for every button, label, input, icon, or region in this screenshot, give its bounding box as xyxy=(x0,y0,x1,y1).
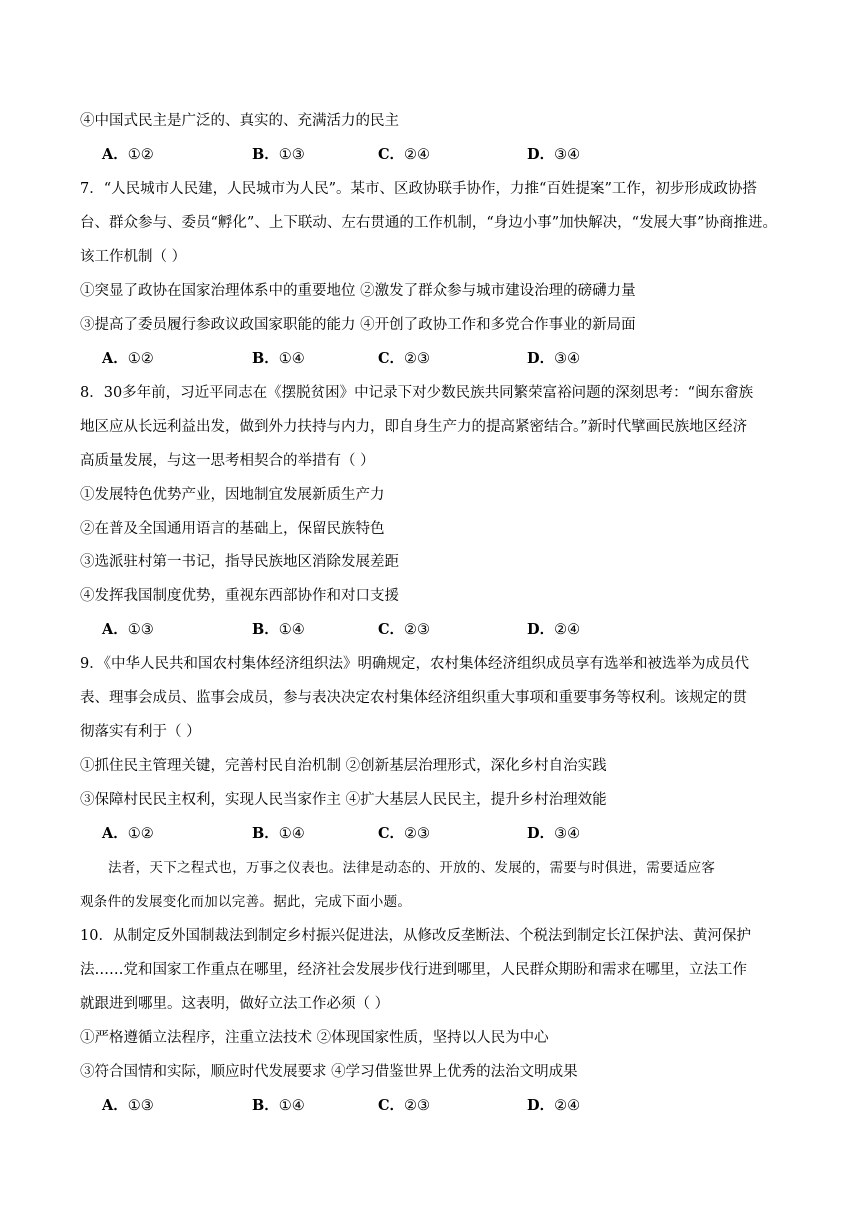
statement-line: ①突显了政协在国家治理体系中的重要地位 ②激发了群众参与城市建设治理的磅礴力量 xyxy=(80,283,636,299)
option-d: D．②④ xyxy=(527,621,581,638)
option-d: D．③④ xyxy=(527,825,581,842)
statement-line: ③选派驻村第一书记，指导民族地区消除发展差距 xyxy=(80,554,399,570)
question-8-stem: 8．30多年前，习近平同志在《摆脱贫困》中记录下对少数民族共同繁荣富裕问题的深刻思考：“闽东畲族 xyxy=(80,385,754,401)
option-c: C．②④ xyxy=(378,146,431,163)
option-b: B．①④ xyxy=(252,350,305,367)
answer-options xyxy=(102,1096,802,1116)
option-b: B．①④ xyxy=(252,825,305,842)
statement-line: ④中国式民主是广泛的、真实的、充满活力的民主 xyxy=(80,113,399,129)
statement-line: ③提高了委员履行参政议政国家职能的能力 ④开创了政协工作和多党合作事业的新局面 xyxy=(80,317,636,333)
statement-line: ④发挥我国制度优势，重视东西部协作和对口支援 xyxy=(80,588,399,604)
option-d: D．③④ xyxy=(527,350,581,367)
option-a: A．①② xyxy=(102,146,154,163)
material-passage: 法者，天下之程式也，万事之仪表也。法律是动态的、开放的、发展的，需要与时俱进，需要适应客 xyxy=(108,860,716,876)
option-a: A．①③ xyxy=(102,1097,154,1114)
question-9-stem: 彻落实有利于（ ） xyxy=(80,724,201,740)
option-c: C．②③ xyxy=(378,1097,431,1114)
option-b: B．①④ xyxy=(252,1097,305,1114)
option-a: A．①② xyxy=(102,350,154,367)
statement-line: ①抓住民主管理关键，完善村民自治机制 ②创新基层治理形式，深化乡村自治实践 xyxy=(80,758,607,774)
question-10-stem: 法……党和国家工作重点在哪里，经济社会发展步伐行进到哪里，人民群众期盼和需求在哪里，立法工作 xyxy=(80,962,747,978)
answer-options xyxy=(102,145,802,165)
question-7-stem: 台、群众参与、委员“孵化”、上下联动、左右贯通的工作机制，“身边小事”加快解决，“发展大事”协商推进。 xyxy=(80,215,777,231)
answer-options xyxy=(102,620,802,640)
answer-options xyxy=(102,824,802,844)
question-8-stem: 地区应从长远利益出发，做到外力扶持与内力，即自身生产力的提高紧密结合。”新时代擘画民族地区经济 xyxy=(80,419,748,435)
option-a: A．①② xyxy=(102,825,154,842)
question-10-stem: 就跟进到哪里。这表明，做好立法工作必须（ ） xyxy=(80,996,390,1012)
option-d: D．③④ xyxy=(527,146,581,163)
question-8-stem: 高质量发展，与这一思考相契合的举措有（ ） xyxy=(80,453,375,469)
option-c: C．②③ xyxy=(378,621,431,638)
question-7-stem: 7．“人民城市人民建，人民城市为人民”。某市、区政协联手协作，力推“百姓提案”工作，初步形成政协搭 xyxy=(80,181,757,197)
option-a: A．①③ xyxy=(102,621,154,638)
material-passage: 观条件的发展变化而加以完善。据此，完成下面小题。 xyxy=(80,894,412,910)
option-b: B．①④ xyxy=(252,621,305,638)
question-10-stem: 10．从制定反外国制裁法到制定乡村振兴促进法，从修改反垄断法、个税法到制定长江保护法、黄河保护 xyxy=(80,928,751,944)
answer-options xyxy=(102,349,802,369)
statement-line: ②在普及全国通用语言的基础上，保留民族特色 xyxy=(80,521,385,537)
option-b: B．①③ xyxy=(252,146,305,163)
statement-line: ①发展特色优势产业，因地制宜发展新质生产力 xyxy=(80,487,385,503)
question-7-stem: 该工作机制（ ） xyxy=(80,249,187,265)
question-9-stem: 表、理事会成员、监事会成员，参与表决决定农村集体经济组织重大事项和重要事务等权利。该规定的贯 xyxy=(80,690,747,706)
question-9-stem: 9．《中华人民共和国农村集体经济组织法》明确规定，农村集体经济组织成员享有选举和被选举为成员代 xyxy=(80,656,749,672)
option-c: C．②③ xyxy=(378,825,431,842)
option-d: D．②④ xyxy=(527,1097,581,1114)
option-c: C．②③ xyxy=(378,350,431,367)
statement-line: ③保障村民民主权利，实现人民当家作主 ④扩大基层人民民主，提升乡村治理效能 xyxy=(80,792,607,808)
statement-line: ③符合国情和实际，顺应时代发展要求 ④学习借鉴世界上优秀的法治文明成果 xyxy=(80,1064,578,1080)
statement-line: ①严格遵循立法程序，注重立法技术 ②体现国家性质，坚持以人民为中心 xyxy=(80,1030,549,1046)
